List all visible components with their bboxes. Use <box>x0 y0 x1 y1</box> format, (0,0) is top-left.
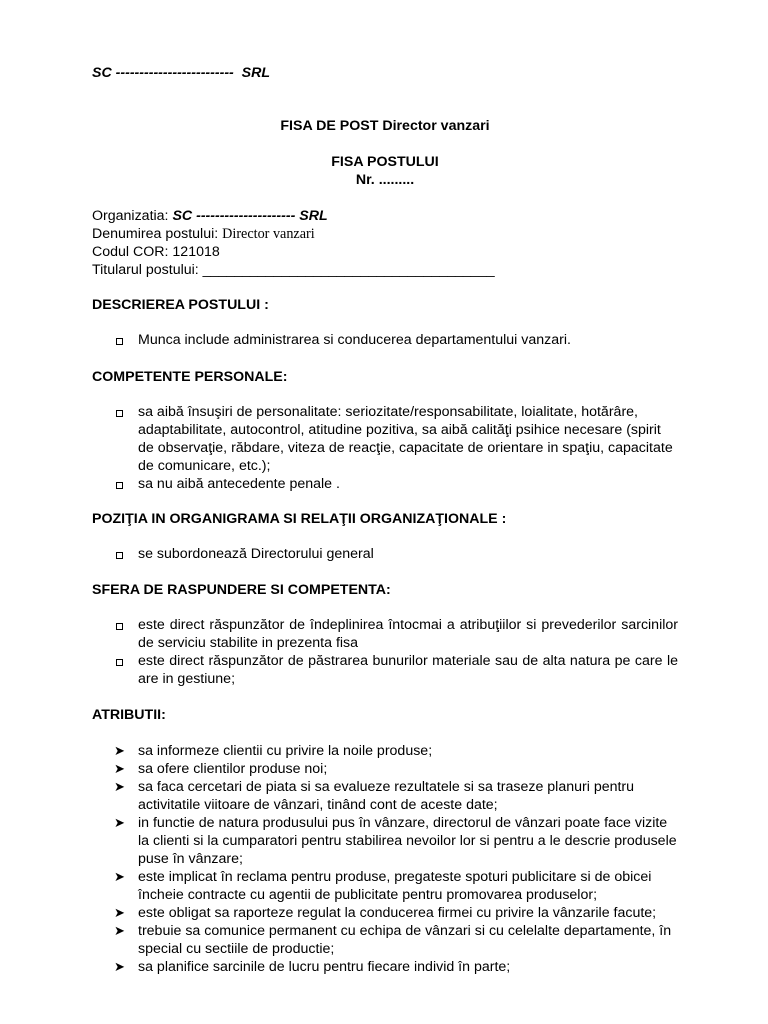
section-heading-competences: COMPETENTE PERSONALE: <box>92 369 288 385</box>
arrow-bullet-icon: ➤ <box>114 815 125 830</box>
list-item: ➤ sa ofere clientilor produse noi; <box>114 761 328 777</box>
document-subtitle: FISA POSTULUI <box>331 154 439 170</box>
position-label: Denumirea postului: <box>92 226 223 242</box>
identification-block <box>92 207 678 279</box>
description-list <box>116 331 678 349</box>
holder-line: Titularul postului: _____________________________________ <box>92 262 495 278</box>
list-item: ➤ sa informeze clientii cu privire la noile produse; <box>114 743 433 759</box>
section-heading-responsibility: SFERA DE RASPUNDERE SI COMPETENTA: <box>92 582 391 598</box>
list-item: ➤ este implicat în reclama pentru produse, pregateste spoturi publicitare si de obicei încheie contracte cu agentii de publicitate pentru promovarea produselor; <box>114 869 652 903</box>
list-item: ➤ in functie de natura produsului pus în vânzare, directorul de vânzari poate face vizite la clienti si la cumparatori pentru stabilirea nevoilor lor si pentru a le descrie produsele puse în vânzare; <box>114 815 677 867</box>
list-item: ➤ sa planifice sarcinile de lucru pentru fiecare individ în parte; <box>114 959 511 975</box>
section-heading-position: POZIŢIA IN ORGANIGRAMA SI RELAŢII ORGANIZAŢIONALE : <box>92 511 507 527</box>
list-item: se subordonează Directorului general <box>116 545 678 563</box>
section-heading-description: DESCRIEREA POSTULUI : <box>92 297 269 313</box>
responsibility-list <box>116 616 678 688</box>
list-item: este direct răspunzător de păstrarea bunurilor materiale sau de alta natura pe care le are in gestiune; <box>116 652 678 688</box>
position-value: Director vanzari <box>222 226 315 242</box>
organization-line <box>92 207 678 225</box>
cor-code-line: Codul COR: 121018 <box>92 244 220 260</box>
organization-label: Organizatia: <box>92 208 173 224</box>
square-bullet-icon <box>116 410 123 417</box>
list-item: ➤ trebuie sa comunice permanent cu echipa de vânzari si cu celelalte departamente, în special cu sectiile de productie; <box>114 923 672 957</box>
square-bullet-icon <box>116 659 123 666</box>
square-bullet-icon <box>116 552 123 559</box>
arrow-bullet-icon: ➤ <box>114 779 125 794</box>
square-bullet-icon <box>116 338 123 345</box>
list-item: ➤ sa faca cercetari de piata si sa evalueze rezultatele si sa traseze planuri pentru activitatile viitoare de vânzari, tinând cont de aceste date; <box>114 779 635 813</box>
arrow-bullet-icon: ➤ <box>114 923 125 938</box>
square-bullet-icon <box>116 623 123 630</box>
arrow-bullet-icon: ➤ <box>114 761 125 776</box>
arrow-bullet-icon: ➤ <box>114 959 125 974</box>
organization-value: SC --------------------- SRL <box>172 208 328 224</box>
arrow-bullet-icon: ➤ <box>114 905 125 920</box>
document-number: Nr. ......... <box>355 172 415 188</box>
duties-list <box>116 742 678 976</box>
list-item: ➤ este obligat sa raporteze regulat la conducerea firmei cu privire la vânzarile facute; <box>114 905 657 921</box>
section-heading-duties: ATRIBUTII: <box>92 707 166 723</box>
document-title: FISA DE POST Director vanzari <box>280 118 490 134</box>
arrow-bullet-icon: ➤ <box>114 869 125 884</box>
list-item: sa aibă însuşiri de personalitate: seriozitate/responsabilitate, loialitate, hotărâre, adaptabilitate, autocontrol, atitudine pozitiva, sa aibă calităţi psihice necesare (spirit de observaţie, răbdare, viteza de reacţie, capacitate de orientare in spaţiu, capacitate de comunicare, etc.); <box>116 403 678 475</box>
list-item: Munca include administrarea si conducerea departamentului vanzari. <box>116 331 678 349</box>
list-item: este direct răspunzător de îndeplinirea întocmai a atribuţiilor si prevederilor sarcinilor de serviciu stabilite in prezenta fisa <box>116 616 678 652</box>
company-name: SC ------------------------- SRL <box>92 65 271 81</box>
competences-list <box>116 403 678 493</box>
position-list <box>116 545 678 563</box>
list-item: sa nu aibă antecedente penale . <box>116 475 678 493</box>
position-line <box>92 225 678 243</box>
arrow-bullet-icon: ➤ <box>114 743 125 758</box>
square-bullet-icon <box>116 482 123 489</box>
